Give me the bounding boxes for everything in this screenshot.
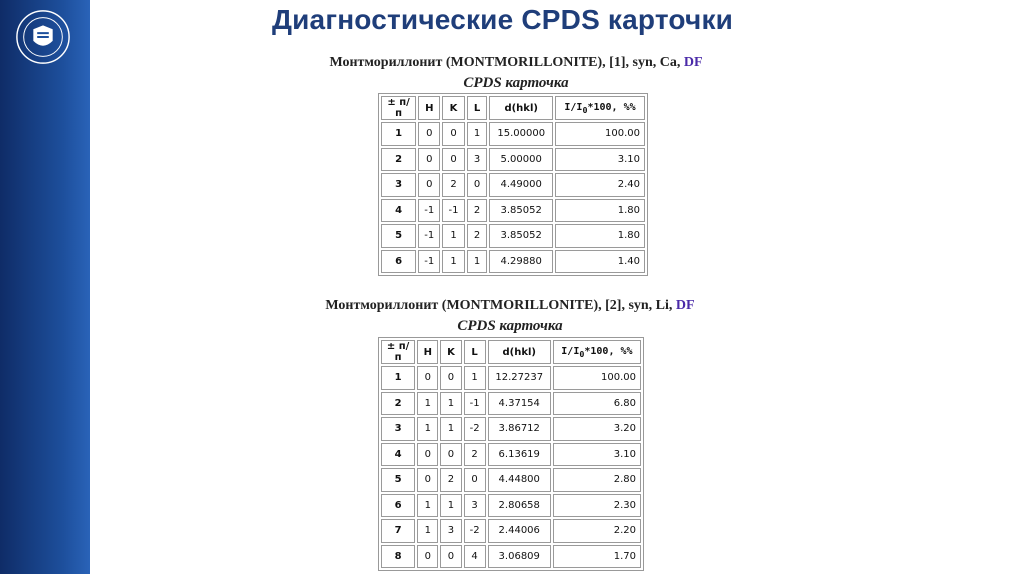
l-cell: 1 xyxy=(467,250,488,274)
l-cell: 1 xyxy=(467,122,488,146)
col-intensity-header xyxy=(553,340,641,364)
card-2-heading-main: Монтмориллонит (MONTMORILLONITE), [2], syn, Li, xyxy=(325,298,673,313)
col-h-header: H xyxy=(417,340,438,364)
h-cell: 0 xyxy=(418,122,440,146)
table-row xyxy=(381,468,641,492)
intensity-sub: 0 xyxy=(582,104,588,115)
slide-title: Диагностические CPDS карточки xyxy=(272,4,734,35)
table-row xyxy=(381,494,641,518)
d-cell: 2.80658 xyxy=(488,494,551,518)
k-cell: 0 xyxy=(440,366,461,390)
h-cell: -1 xyxy=(418,199,440,223)
table-row xyxy=(381,224,645,248)
col-k-header: K xyxy=(440,340,461,364)
card-2-subtitle: CPDS карточка xyxy=(457,318,563,334)
table-header-row xyxy=(381,96,645,120)
d-cell: 6.13619 xyxy=(488,443,551,467)
d-cell: 5.00000 xyxy=(489,148,553,172)
intensity-cell: 1.40 xyxy=(555,250,645,274)
k-cell: 2 xyxy=(440,468,461,492)
row-index: 3 xyxy=(381,173,416,197)
l-cell: 1 xyxy=(464,366,486,390)
intensity-cell: 3.10 xyxy=(553,443,641,467)
h-cell: 0 xyxy=(418,148,440,172)
d-cell: 3.85052 xyxy=(489,224,553,248)
d-cell: 4.29880 xyxy=(489,250,553,274)
card-2-table xyxy=(378,337,644,571)
h-cell: 1 xyxy=(417,417,438,441)
card-1-subtitle: CPDS карточка xyxy=(463,75,569,91)
sidebar-band xyxy=(0,0,90,574)
k-cell: 3 xyxy=(440,519,461,543)
col-l-header: L xyxy=(467,96,488,120)
intensity-cell: 2.40 xyxy=(555,173,645,197)
intensity-prefix: I/I xyxy=(561,345,580,357)
col-d-header: d(hkl) xyxy=(489,96,553,120)
card-1-heading-df: DF xyxy=(683,55,703,70)
table-row xyxy=(381,148,645,172)
col-l-header: L xyxy=(464,340,486,364)
table-row xyxy=(381,173,645,197)
k-cell: 1 xyxy=(442,250,464,274)
intensity-cell: 2.80 xyxy=(553,468,641,492)
k-cell: 1 xyxy=(440,417,461,441)
row-index: 7 xyxy=(381,519,415,543)
h-cell: 1 xyxy=(417,494,438,518)
l-cell: -2 xyxy=(464,519,486,543)
h-cell: 0 xyxy=(418,173,440,197)
row-index: 1 xyxy=(381,122,416,146)
row-index: 6 xyxy=(381,494,415,518)
intensity-cell: 2.20 xyxy=(553,519,641,543)
intensity-cell: 2.30 xyxy=(553,494,641,518)
card-2-heading xyxy=(180,298,840,314)
l-cell: 3 xyxy=(464,494,486,518)
l-cell: 2 xyxy=(467,224,488,248)
d-cell: 2.44006 xyxy=(488,519,551,543)
card-1-heading-main: Монтмориллонит (MONTMORILLONITE), [1], syn, Ca, xyxy=(329,55,681,70)
k-cell: 0 xyxy=(440,545,461,569)
l-cell: 0 xyxy=(464,468,486,492)
col-index-header: ± п/п xyxy=(381,340,415,364)
h-cell: 0 xyxy=(417,468,438,492)
h-cell: 1 xyxy=(417,392,438,416)
intensity-suffix: *100, %% xyxy=(587,101,636,113)
intensity-cell: 1.70 xyxy=(553,545,641,569)
table-row xyxy=(381,443,641,467)
intensity-cell: 3.20 xyxy=(553,417,641,441)
l-cell: -1 xyxy=(464,392,486,416)
intensity-sub: 0 xyxy=(579,348,585,359)
intensity-prefix: I/I xyxy=(564,101,583,113)
k-cell: 0 xyxy=(440,443,461,467)
l-cell: 2 xyxy=(464,443,486,467)
k-cell: 2 xyxy=(442,173,464,197)
d-cell: 15.00000 xyxy=(489,122,553,146)
intensity-cell: 100.00 xyxy=(553,366,641,390)
l-cell: 4 xyxy=(464,545,486,569)
card-1-table xyxy=(378,93,648,276)
table-row xyxy=(381,122,645,146)
row-index: 1 xyxy=(381,366,415,390)
row-index: 5 xyxy=(381,468,415,492)
l-cell: 0 xyxy=(467,173,488,197)
k-cell: 1 xyxy=(440,392,461,416)
d-cell: 3.86712 xyxy=(488,417,551,441)
table-row xyxy=(381,392,641,416)
col-d-header: d(hkl) xyxy=(488,340,551,364)
k-cell: 0 xyxy=(442,148,464,172)
l-cell: -2 xyxy=(464,417,486,441)
table-row xyxy=(381,519,641,543)
k-cell: -1 xyxy=(442,199,464,223)
h-cell: 0 xyxy=(417,443,438,467)
col-k-header: K xyxy=(442,96,464,120)
row-index: 2 xyxy=(381,392,415,416)
intensity-suffix: *100, %% xyxy=(584,345,633,357)
row-index: 2 xyxy=(381,148,416,172)
k-cell: 1 xyxy=(440,494,461,518)
h-cell: -1 xyxy=(418,250,440,274)
table-row xyxy=(381,545,641,569)
table-row xyxy=(381,250,645,274)
d-cell: 12.27237 xyxy=(488,366,551,390)
card-1-heading xyxy=(186,55,846,71)
d-cell: 4.37154 xyxy=(488,392,551,416)
row-index: 4 xyxy=(381,199,416,223)
intensity-cell: 3.10 xyxy=(555,148,645,172)
d-cell: 4.49000 xyxy=(489,173,553,197)
row-index: 4 xyxy=(381,443,415,467)
row-index: 8 xyxy=(381,545,415,569)
k-cell: 1 xyxy=(442,224,464,248)
k-cell: 0 xyxy=(442,122,464,146)
table-row xyxy=(381,366,641,390)
col-index-header: ± п/п xyxy=(381,96,416,120)
row-index: 3 xyxy=(381,417,415,441)
l-cell: 2 xyxy=(467,199,488,223)
h-cell: -1 xyxy=(418,224,440,248)
row-index: 6 xyxy=(381,250,416,274)
d-cell: 3.06809 xyxy=(488,545,551,569)
d-cell: 3.85052 xyxy=(489,199,553,223)
col-h-header: H xyxy=(418,96,440,120)
intensity-cell: 1.80 xyxy=(555,199,645,223)
col-intensity-header xyxy=(555,96,645,120)
h-cell: 0 xyxy=(417,366,438,390)
university-emblem-icon xyxy=(14,8,72,66)
intensity-cell: 1.80 xyxy=(555,224,645,248)
intensity-cell: 6.80 xyxy=(553,392,641,416)
l-cell: 3 xyxy=(467,148,488,172)
table-header-row xyxy=(381,340,641,364)
card-2-heading-df: DF xyxy=(675,298,695,313)
h-cell: 0 xyxy=(417,545,438,569)
h-cell: 1 xyxy=(417,519,438,543)
d-cell: 4.44800 xyxy=(488,468,551,492)
table-row xyxy=(381,199,645,223)
intensity-cell: 100.00 xyxy=(555,122,645,146)
row-index: 5 xyxy=(381,224,416,248)
table-row xyxy=(381,417,641,441)
